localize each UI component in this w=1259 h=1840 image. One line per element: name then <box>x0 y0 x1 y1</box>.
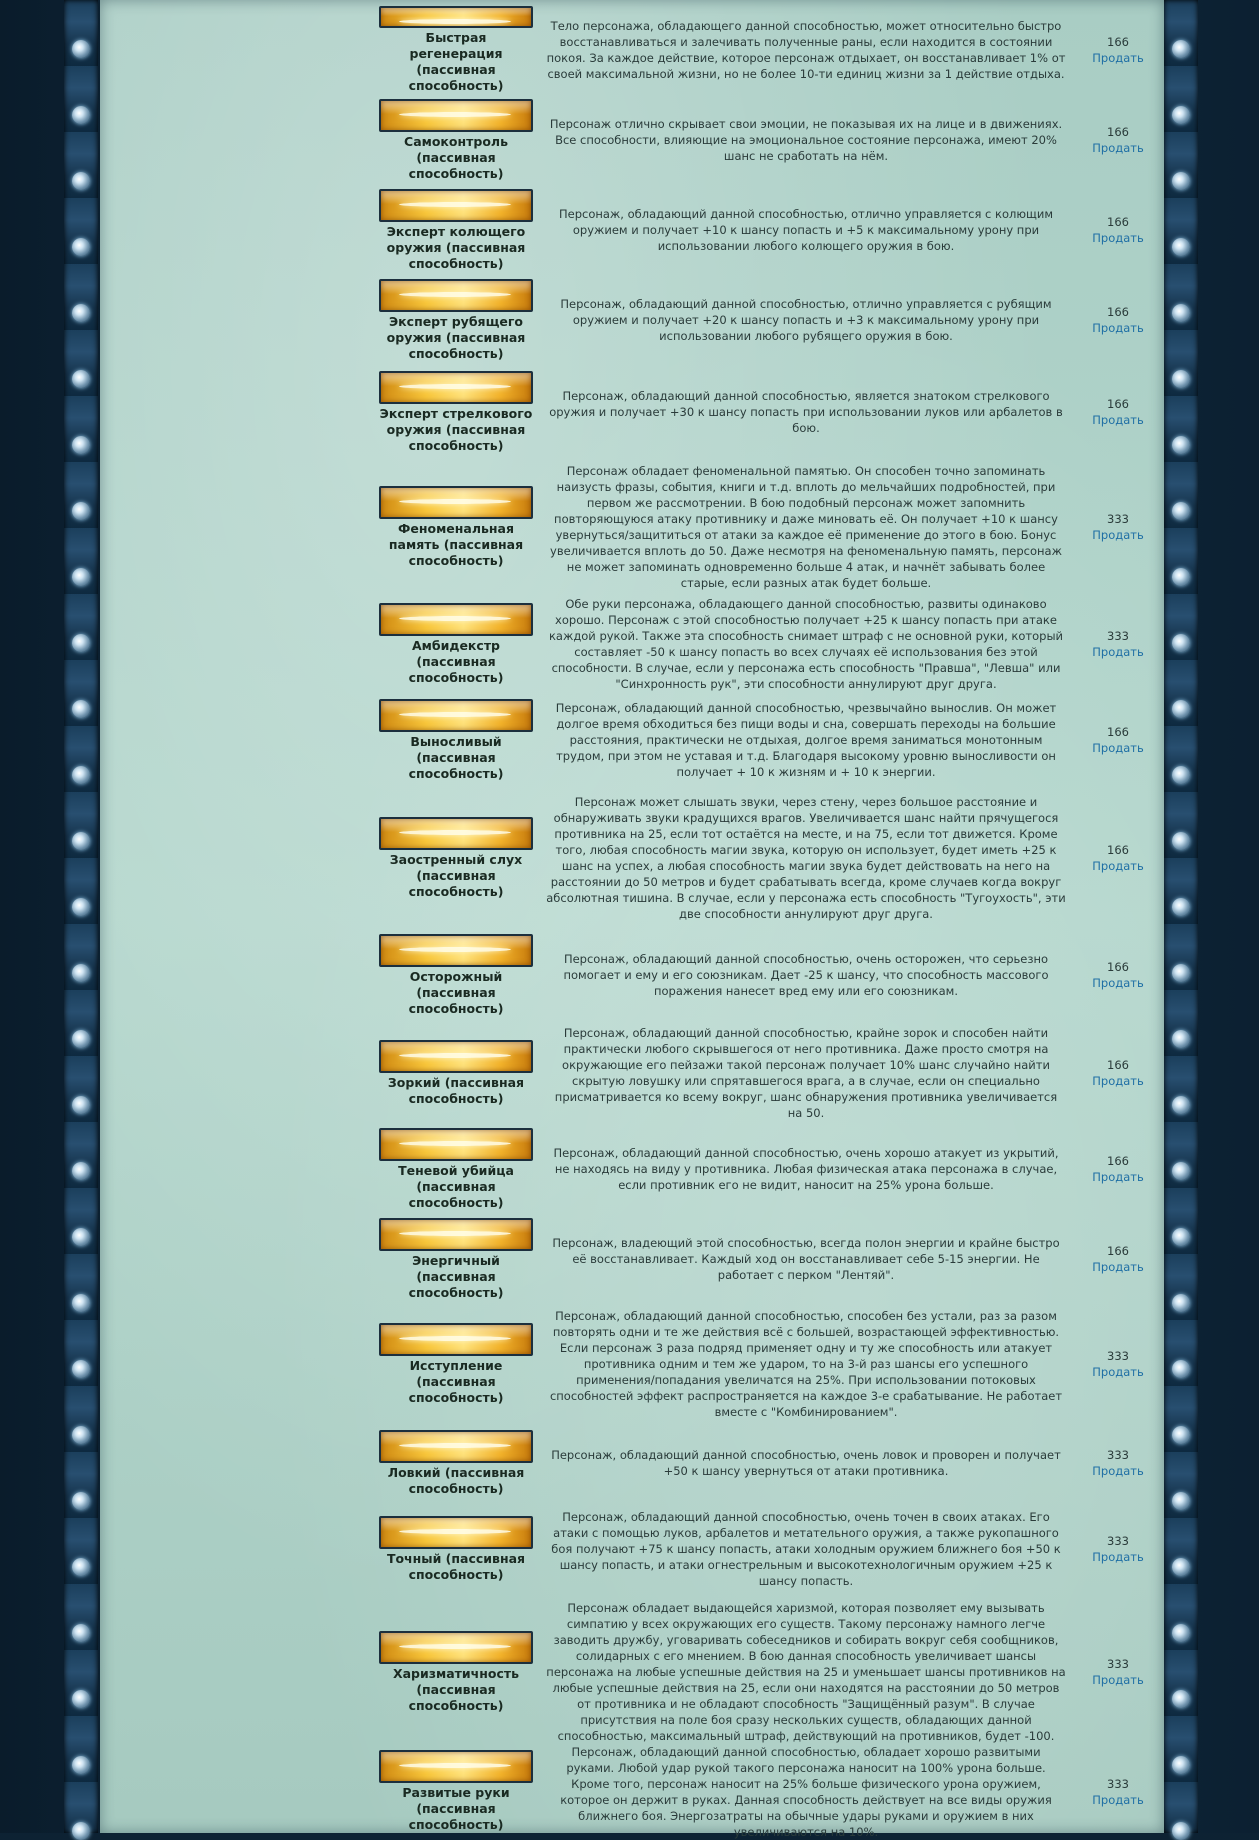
ability-name: Эксперт колющего оружия (пассивная способность) <box>386 223 526 271</box>
rail-stud-ornament <box>1172 1756 1190 1774</box>
rail-stud-ornament <box>1172 766 1190 784</box>
ability-scroll-icon[interactable] <box>379 189 533 222</box>
rail-stud-ornament <box>72 1624 90 1642</box>
ability-row <box>100 1424 1164 1502</box>
ability-description: Тело персонажа, обладающего данной способностью, может относительно быстро восстанавливаться и залечивать полученные раны, если находится в состоянии покоя. За каждое действие, которое персонаж отдыхает, он восстанавливает 1% от своей максимальной жизни, но не более 10-ти единиц жизни за 1 действие отдыха. <box>546 19 1066 81</box>
ability-name: Заостренный слух (пассивная способность) <box>389 851 523 899</box>
price-cell <box>1080 366 1156 458</box>
sell-link[interactable]: Продать <box>1092 1260 1144 1274</box>
ability-cell <box>378 1214 534 1304</box>
ability-price: 166 <box>1107 725 1129 739</box>
price-cell <box>1080 930 1156 1020</box>
ability-price: 166 <box>1107 960 1129 974</box>
ability-row <box>100 460 1164 594</box>
ability-description: Персонаж, обладающий данной способностью, очень ловок и проворен и получает +50 к шансу увернуться от атаки противника. <box>551 1448 1061 1478</box>
ability-name: Амбидекстр (пассивная способность) <box>408 637 504 685</box>
ability-scroll-icon[interactable] <box>379 817 533 850</box>
ability-scroll-icon[interactable] <box>379 1516 533 1549</box>
price-cell <box>1080 596 1156 692</box>
abilities-table <box>100 0 1164 1839</box>
ability-cell <box>378 96 534 184</box>
ability-price: 333 <box>1107 1349 1129 1363</box>
sell-link[interactable]: Продать <box>1092 413 1144 427</box>
rail-stud-ornament <box>72 1096 90 1114</box>
ability-row <box>100 1504 1164 1594</box>
price-cell <box>1080 1596 1156 1748</box>
ability-row <box>100 1306 1164 1422</box>
rail-stud-ornament <box>72 898 90 916</box>
rail-stud-ornament <box>72 502 90 520</box>
ability-price: 166 <box>1107 125 1129 139</box>
ability-scroll-icon[interactable] <box>379 1128 533 1161</box>
rail-stud-ornament <box>1172 1822 1190 1840</box>
rail-stud-ornament <box>72 832 90 850</box>
ability-cell <box>378 6 534 94</box>
rail-stud-ornament <box>72 106 90 124</box>
ability-cell <box>378 1306 534 1422</box>
rail-stud-ornament <box>72 634 90 652</box>
ability-description: Персонаж, обладающий данной способностью, крайне зорок и способен найти практически любого скрывшегося от него противника. Даже просто смотря на окружающие его пейзажи такой персонаж получает 10% шанс случайно найти скрытую ловушку или спрятавшегося врага, а в случае, если он специально присматривается ко всему вокруг, шанс обнаружения противника увеличивается на 50. <box>554 1026 1058 1120</box>
ability-row <box>100 1214 1164 1304</box>
ability-cell <box>378 276 534 364</box>
sell-link[interactable]: Продать <box>1092 976 1144 990</box>
rail-stud-ornament <box>1172 832 1190 850</box>
right-ornament-rail <box>1164 0 1198 1833</box>
sell-link[interactable]: Продать <box>1092 141 1144 155</box>
ability-name: Энергичный (пассивная способность) <box>408 1252 504 1300</box>
ability-cell <box>378 1596 534 1748</box>
ability-name: Самоконтроль (пассивная способность) <box>404 133 508 181</box>
rail-stud-ornament <box>72 1030 90 1048</box>
price-cell <box>1080 1424 1156 1502</box>
rail-stud-ornament <box>1172 898 1190 916</box>
ability-row <box>100 6 1164 94</box>
ability-description: Персонаж, обладающий данной способностью, чрезвычайно вынослив. Он может долгое время обходиться без пищи воды и сна, совершать переходы на большие расстояния, практически не отдыхая, долгое время заниматься монотонным трудом, при этом не уставая и т.д. Благодаря высокому уровню выносливости он получает + 10 к жизням и + 10 к энергии. <box>555 701 1057 779</box>
ability-row <box>100 96 1164 184</box>
ability-scroll-icon[interactable] <box>379 279 533 312</box>
price-cell <box>1080 694 1156 786</box>
rail-stud-ornament <box>72 40 90 58</box>
rail-stud-ornament <box>1172 700 1190 718</box>
sell-link[interactable]: Продать <box>1092 741 1144 755</box>
rail-stud-ornament <box>1172 106 1190 124</box>
price-cell <box>1080 1022 1156 1124</box>
rail-stud-ornament <box>1172 1294 1190 1312</box>
ability-scroll-icon[interactable] <box>379 934 533 967</box>
ability-scroll-icon[interactable] <box>379 1218 533 1251</box>
sell-link[interactable]: Продать <box>1092 1550 1144 1564</box>
ability-name: Осторожный (пассивная способность) <box>408 968 504 1016</box>
ability-name: Исступление (пассивная способность) <box>408 1357 504 1405</box>
ability-name: Ловкий (пассивная способность) <box>387 1464 525 1496</box>
ability-cell <box>378 788 534 928</box>
rail-stud-ornament <box>72 1492 90 1510</box>
rail-stud-ornament <box>72 1228 90 1246</box>
ability-name: Харизматичность (пассивная способность) <box>392 1665 520 1713</box>
ability-scroll-icon[interactable] <box>379 99 533 132</box>
ability-price: 166 <box>1107 1154 1129 1168</box>
ability-description: Обе руки персонажа, обладающего данной способностью, развиты одинаково хорошо. Персонаж с этой способностью получает +25 к шансу попасть при атаке каждой рукой. Также эта способность снимает штраф с не основной руки, который составляет -50 к шансу попасть во всех случаях её использования без этой способности. В случае, если у персонажа есть способность "Правша", "Левша" или "Синхронность рук", эти способности аннулируют друг друга. <box>548 597 1064 691</box>
rail-stud-ornament <box>72 1360 90 1378</box>
ability-description: Персонаж, обладающий данной способностью, отлично управляется с рубящим оружием и получает +20 к шансу попасть и +3 к максимальному урону при использовании любого рубящего оружия в бою. <box>560 297 1052 343</box>
rail-stud-ornament <box>1172 1624 1190 1642</box>
rail-stud-ornament <box>72 568 90 586</box>
rail-stud-ornament <box>1172 634 1190 652</box>
sell-link[interactable]: Продать <box>1092 1170 1144 1184</box>
rail-stud-ornament <box>1172 1030 1190 1048</box>
rail-stud-ornament <box>1172 238 1190 256</box>
ability-scroll-icon[interactable] <box>379 1750 533 1783</box>
ability-row <box>100 596 1164 692</box>
rail-stud-ornament <box>72 964 90 982</box>
ability-scroll-icon[interactable] <box>379 371 533 404</box>
price-cell <box>1080 186 1156 274</box>
ability-cell <box>378 596 534 692</box>
ability-price: 166 <box>1107 1058 1129 1072</box>
ability-cell <box>378 694 534 786</box>
sell-link[interactable]: Продать <box>1092 231 1144 245</box>
ability-cell <box>378 930 534 1020</box>
ability-description: Персонаж, обладающий данной способностью, способен без устали, раз за разом повторять одни и те же действия всё с большей, возрастающей эффективностью. Если персонаж 3 раза подряд применяет одну и ту же способность или атакует противника одним и тем же ударом, то на 3-й раз шансы его успешного применения/попадания увеличатся на 25%. При использовании потоковых способностей эффект распространяется на каждое 3-е срабатывание. Не работает вместе с "Комбинированием". <box>549 1309 1063 1419</box>
ability-name: Быстрая регенерация (пассивная способность) <box>408 30 504 93</box>
rail-stud-ornament <box>1172 40 1190 58</box>
ability-cell <box>378 366 534 458</box>
ability-price: 166 <box>1107 397 1129 411</box>
rail-stud-ornament <box>72 700 90 718</box>
ability-description: Персонаж, обладающий данной способностью, очень хорошо атакует из укрытий, не находясь на виду у противника. Любая физическая атака персонажа в случае, если противник его не видит, наносит на 25% урона больше. <box>553 1146 1059 1192</box>
rail-stud-ornament <box>72 1756 90 1774</box>
ability-name: Зоркий (пассивная способность) <box>387 1074 525 1106</box>
rail-stud-ornament <box>1172 1690 1190 1708</box>
rail-stud-ornament <box>1172 436 1190 454</box>
ability-name: Точный (пассивная способность) <box>386 1550 526 1582</box>
ability-row <box>100 276 1164 364</box>
rail-stud-ornament <box>1172 172 1190 190</box>
ability-row <box>100 1744 1164 1839</box>
ability-cell <box>378 1504 534 1594</box>
ability-name: Феноменальная память (пассивная способность) <box>388 520 524 568</box>
rail-stud-ornament <box>72 766 90 784</box>
ability-scroll-icon[interactable] <box>379 6 533 28</box>
sell-link[interactable]: Продать <box>1092 1673 1144 1687</box>
rail-stud-ornament <box>72 1294 90 1312</box>
ability-name: Развитые руки (пассивная способность) <box>402 1785 510 1832</box>
ability-cell <box>378 186 534 274</box>
ability-scroll-icon[interactable] <box>379 1040 533 1073</box>
ability-scroll-icon[interactable] <box>379 603 533 636</box>
ability-row <box>100 366 1164 458</box>
ability-cell <box>378 460 534 594</box>
rail-stud-ornament <box>72 1690 90 1708</box>
sell-link[interactable]: Продать <box>1092 528 1144 542</box>
ability-cell <box>378 1126 534 1212</box>
sell-link[interactable]: Продать <box>1092 321 1144 335</box>
ability-price: 166 <box>1107 1244 1129 1258</box>
sell-link[interactable]: Продать <box>1092 1074 1144 1088</box>
rail-stud-ornament <box>72 1162 90 1180</box>
ability-cell <box>378 1424 534 1502</box>
price-cell <box>1080 460 1156 594</box>
rail-stud-ornament <box>1172 568 1190 586</box>
ability-scroll-icon[interactable] <box>379 486 533 519</box>
ability-price: 166 <box>1107 843 1129 857</box>
price-cell <box>1080 788 1156 928</box>
rail-stud-ornament <box>1172 1360 1190 1378</box>
sell-link[interactable]: Продать <box>1092 1365 1144 1379</box>
price-cell <box>1080 96 1156 184</box>
ability-scroll-icon[interactable] <box>379 1323 533 1356</box>
ability-price: 333 <box>1107 1657 1129 1671</box>
rail-stud-ornament <box>1172 1492 1190 1510</box>
ability-price: 166 <box>1107 35 1129 49</box>
ability-cell <box>378 1022 534 1124</box>
ability-description: Персонаж отлично скрывает свои эмоции, не показывая их на лице и в движениях. Все способности, влияющие на эмоциональное состояние персонажа, имеют 20% шанс не сработать на нём. <box>549 117 1063 163</box>
ability-row <box>100 186 1164 274</box>
ability-description: Персонаж может слышать звуки, через стену, через большое расстояние и обнаруживать звуки крадущихся врагов. Увеличивается шанс найти прячущегося противника на 25, если тот остаётся на месте, и на 75, если тот движется. Кроме того, любая способность магии звука, которую он использует, будет иметь +25 к шанс на успех, а любая способность магии звука будет действовать на него на расстоянии до 50 метров и будет срабатывать всегда, кроме случаев когда вокруг абсолютная тишина. В случае, если у персонажа есть способность "Тугоухость", эти две способности аннулируют друг друга. <box>546 795 1066 921</box>
rail-stud-ornament <box>72 370 90 388</box>
ability-row <box>100 1022 1164 1124</box>
rail-stud-ornament <box>72 304 90 322</box>
rail-stud-ornament <box>1172 1228 1190 1246</box>
ability-scroll-icon[interactable] <box>379 1631 533 1664</box>
ability-description: Персонаж, обладающий данной способностью, отлично управляется с колющим оружием и получает +10 к шансу попасть и +5 к максимальному урону при использовании любого колющего оружия в бою. <box>558 207 1054 253</box>
price-cell <box>1080 276 1156 364</box>
ability-row <box>100 930 1164 1020</box>
price-cell <box>1080 1126 1156 1212</box>
rail-stud-ornament <box>1172 1162 1190 1180</box>
price-cell <box>1080 1750 1156 1833</box>
ability-name: Эксперт рубящего оружия (пассивная способность) <box>386 313 526 361</box>
ability-description: Персонаж обладает выдающейся харизмой, которая позволяет ему вызывать симпатию у всех окружающих его существ. Такому персонажу намного легче заводить дружбу, уговаривать собеседников и собирать вокруг себя сообщников, солидарных с его мнением. В бою данная способность увеличивает шансы персонажа на любые успешные действия на 25 и уменьшает шансы противников на любые успешные действия на 25, если они находятся на расстоянии до 50 метров от противника и не обладают способность "Защищённый разум". В случае присутствия на поле боя сразу нескольких существ, обладающих данной способностью, максимальный штраф, действующий на противников, будет -100. <box>546 1601 1066 1743</box>
rail-stud-ornament <box>1172 1426 1190 1444</box>
rail-stud-ornament <box>72 436 90 454</box>
rail-stud-ornament <box>1172 1096 1190 1114</box>
ability-row <box>100 1126 1164 1212</box>
ability-price: 333 <box>1107 629 1129 643</box>
ability-cell <box>378 1750 534 1833</box>
sell-link[interactable]: Продать <box>1092 1792 1144 1807</box>
sell-link[interactable]: Продать <box>1092 645 1144 659</box>
rail-stud-ornament <box>1172 964 1190 982</box>
ability-scroll-icon[interactable] <box>379 1430 533 1463</box>
price-cell <box>1080 1214 1156 1304</box>
rail-stud-ornament <box>1172 304 1190 322</box>
ability-description: Персонаж обладает феноменальной памятью. Он способен точно запоминать наизусть фразы, события, книги и т.д. вплоть до мельчайших подробностей, при первом же рассмотрении. В бою подобный персонаж может запомнить повторяющуюся атаку противнику и даже миновать её. Он получает +10 к шансу увернуться/защититься от атаки за каждое её применение до этого в бою. Бонус увеличивается вплоть до 50. Даже несмотря на феноменальную память, персонаж не может запоминать одновременно больше 4 атак, и начнёт забывать более старые, если разных атак будет больше. <box>550 464 1062 590</box>
rail-stud-ornament <box>72 1822 90 1840</box>
ability-description: Персонаж, обладающий данной способностью, обладает хорошо развитыми руками. Любой удар рукой такого персонажа наносит на 100% урона больше. Кроме того, персонаж наносит на 25% больше физического урона оружием, которое он держит в руках. Данная способность действует на все виды оружия ближнего боя. Энергозатраты на обычные удары руками и оружием в них увеличиваются на 10%. <box>560 1744 1052 1839</box>
ability-price: 333 <box>1107 1448 1129 1462</box>
ability-name: Теневой убийца (пассивная способность) <box>398 1162 514 1210</box>
ability-price: 166 <box>1107 215 1129 229</box>
rail-stud-ornament <box>1172 502 1190 520</box>
ability-description: Персонаж, обладающий данной способностью, очень точен в своих атаках. Его атаки с помощью луков, арбалетов и метательного оружия, а также рукопашного боя получают +75 к шансу попасть, атаки холодным оружием ближнего боя +50 к шансу попасть, и атаки огнестрельным и высокотехнологичным оружием +25 к шансу попасть. <box>551 1510 1061 1588</box>
left-ornament-rail <box>64 0 98 1833</box>
ability-name: Эксперт стрелкового оружия (пассивная способность) <box>379 405 533 453</box>
ability-description: Персонаж, обладающий данной способностью, очень осторожен, что серьезно помогает и ему и его союзникам. Дает -25 к шансу, что способность массового поражения нанесет вред ему или его союзникам. <box>563 952 1049 998</box>
ability-scroll-icon[interactable] <box>379 699 533 732</box>
price-cell <box>1080 1306 1156 1422</box>
sell-link[interactable]: Продать <box>1092 859 1144 873</box>
ability-row <box>100 788 1164 928</box>
ability-row <box>100 694 1164 786</box>
rail-stud-ornament <box>72 238 90 256</box>
ability-description: Персонаж, обладающий данной способностью, является знатоком стрелкового оружия и получает +30 к шансу попасть при использовании луков или арбалетов в бою. <box>549 389 1063 435</box>
price-cell <box>1080 6 1156 94</box>
price-cell <box>1080 1504 1156 1594</box>
ability-name: Выносливый (пассивная способность) <box>408 733 504 781</box>
rail-stud-ornament <box>72 1426 90 1444</box>
rail-stud-ornament <box>1172 370 1190 388</box>
sell-link[interactable]: Продать <box>1092 1464 1144 1478</box>
ability-price: 333 <box>1107 1534 1129 1548</box>
ability-price: 333 <box>1107 512 1129 526</box>
ability-row <box>100 1596 1164 1748</box>
ability-description: Персонаж, владеющий этой способностью, всегда полон энергии и крайне быстро её восстанавливает. Каждый ход он восстанавливает себе 5-15 энергии. Не работает с перком "Лентяй". <box>552 1236 1060 1282</box>
ability-price: 333 <box>1107 1776 1129 1791</box>
rail-stud-ornament <box>72 1558 90 1576</box>
rail-stud-ornament <box>1172 1558 1190 1576</box>
ability-price: 166 <box>1107 305 1129 319</box>
rail-stud-ornament <box>72 172 90 190</box>
sell-link[interactable]: Продать <box>1092 51 1144 65</box>
